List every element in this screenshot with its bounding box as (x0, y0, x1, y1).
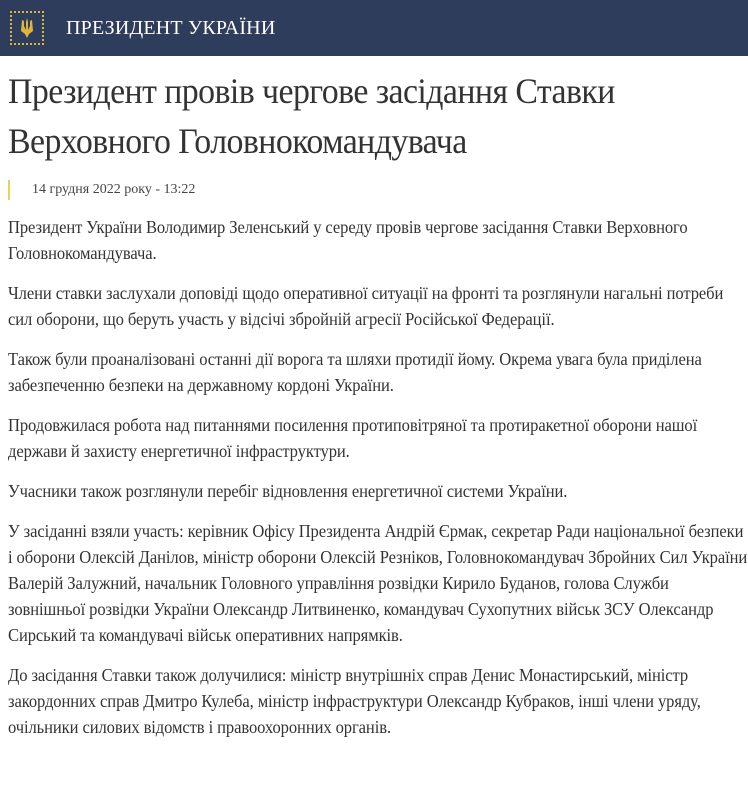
article-paragraph: Президент України Володимир Зеленський у середу провів чергове засідання Ставки Верховного Головнокомандувача. (8, 217, 688, 263)
article-paragraph: До засідання Ставки також долучилися: міністр внутрішніх справ Денис Монастирський, міністр закордонних справ Дмитро Кулеба, міністр інфраструктури Олександр Кубраков, інші члени уряду, очільники силових відомств і правоохоронних органів. (8, 665, 701, 737)
date-accent-bar (8, 180, 10, 200)
article-paragraph: Учасники також розглянули перебіг відновлення енергетичної системи України. (8, 481, 568, 501)
article-paragraph: У засіданні взяли участь: керівник Офісу Президента Андрій Єрмак, секретар Ради національної безпеки і оборони Олексій Данілов, міністр оборони Олексій Резніков, Головнокомандувач Збройних Сил України Валерій Залужний, начальник Головного управління розвідки Кирило Буданов, голова Служби зовнішньої розвідки України Олександр Литвиненко, командувач Сухопутних військ ЗСУ Олександр Сирський та командувачі військ оперативних напрямків. (8, 521, 748, 645)
site-title-link[interactable]: ПРЕЗИДЕНТ УКРАЇНИ (66, 16, 276, 39)
article-body (8, 214, 748, 740)
trident-icon (18, 17, 36, 39)
article-title: Президент провів чергове засідання Ставки Верховного Головнокомандувача (8, 71, 615, 161)
article-paragraph: Продовжилася робота над питаннями посилення протиповітряної та протиракетної оборони нашої держави й захисту енергетичної інфраструктури. (8, 415, 698, 461)
article-date-row (8, 180, 748, 200)
article-paragraph: Також були проаналізовані останні дії ворога та шляхи протидії йому. Окрема увага була приділена забезпеченню безпеки на державному кордоні України. (8, 349, 702, 395)
article-date: 14 грудня 2022 року - 13:22 (32, 182, 196, 197)
trident-emblem-icon[interactable] (10, 11, 44, 45)
article-paragraph: Члени ставки заслухали доповіді щодо оперативної ситуації на фронті та розглянули нагальні потреби сил оборони, що беруть участь у відсічі збройній агресії Російської Федерації. (8, 283, 724, 329)
site-header (0, 0, 748, 56)
